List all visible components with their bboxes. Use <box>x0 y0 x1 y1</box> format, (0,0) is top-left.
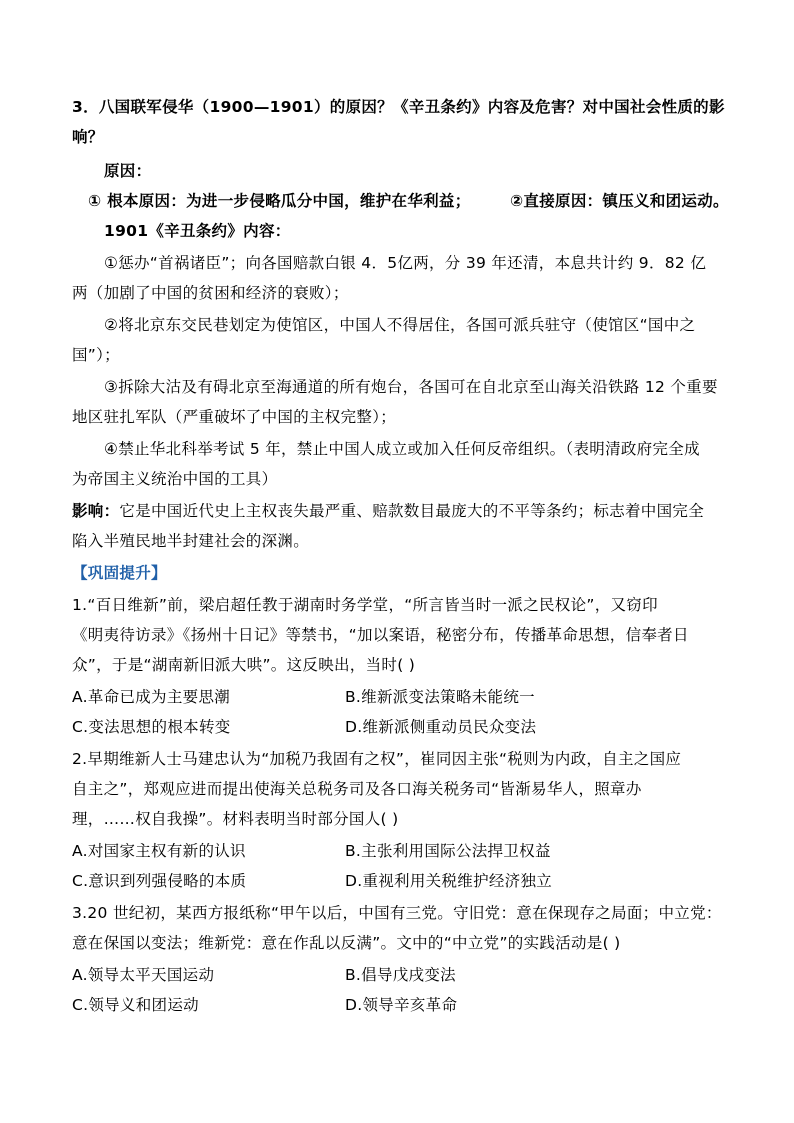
question-2-option-c: C.意识到列强侵略的本质 <box>72 872 247 890</box>
question-1-option-a: A.革命已成为主要思潮 <box>72 688 231 706</box>
section-heading: 【巩固提升】 <box>72 564 167 582</box>
question-3-title-line-1: 3．八国联军侵华（1900—1901）的原因？《辛丑条约》内容及危害？对中国社会性质的影 <box>72 98 725 116</box>
treaty-clause-1-line-1: ①惩办“首祸诸臣”；向各国赔款白银 4．5亿两，分 39 年还清，本息共计约 9．82 亿 <box>104 254 707 272</box>
question-3-option-b: B.倡导戊戌变法 <box>345 966 456 984</box>
treaty-clause-2-line-2: 国”）； <box>72 346 120 364</box>
question-3-option-a: A.领导太平天国运动 <box>72 966 215 984</box>
treaty-clause-2-line-1: ②将北京东交民巷划定为使馆区，中国人不得居住，各国可派兵驻守（使馆区“国中之 <box>104 316 696 334</box>
root-cause-text: ① 根本原因：为进一步侵略瓜分中国，维护在华利益； <box>88 192 471 210</box>
impact-line-1 <box>72 500 704 522</box>
question-3-line-2: 意在保国以变法；维新党：意在作乱以反满”。文中的“中立党”的实践活动是( ) <box>72 934 621 952</box>
question-2-line-3: 理，……权自我操”。材料表明当时部分国人( ) <box>72 810 399 828</box>
direct-cause <box>510 190 729 212</box>
treaty-clause-4-line-2: 为帝国主义统治中国的工具） <box>72 470 278 488</box>
root-cause <box>88 190 471 212</box>
cause-label: 原因： <box>104 162 152 180</box>
treaty-clause-4-line-1: ④禁止华北科举考试 5 年，禁止中国人成立或加入任何反帝组织。（表明清政府完全成 <box>104 440 700 458</box>
question-1-option-c: C.变法思想的根本转变 <box>72 718 231 736</box>
question-3-title-line-2: 响？ <box>72 128 104 146</box>
question-2-line-2: 自主之”，郑观应进而提出使海关总税务司及各口海关税务司“皆渐易华人，照章办 <box>72 780 642 798</box>
question-3-line-1: 3.20 世纪初，某西方报纸称“甲午以后，中国有三党。守旧党：意在保现存之局面；中立党： <box>72 904 722 922</box>
question-1-line-2: 《明夷待访录》《扬州十日记》等禁书，“加以案语，秘密分布，传播革命思想，信奉者日 <box>72 626 689 644</box>
treaty-clause-1-line-2: 两（加剧了中国的贫困和经济的衰败）； <box>72 284 349 302</box>
impact-label: 影响： <box>72 502 120 520</box>
question-3-option-d: D.领导辛亥革命 <box>345 996 458 1014</box>
impact-line-2: 陷入半殖民地半封建社会的深渊。 <box>72 532 310 550</box>
question-2-option-d: D.重视利用关税维护经济独立 <box>345 872 553 890</box>
question-2-option-b: B.主张利用国际公法捍卫权益 <box>345 842 551 860</box>
question-2-option-a: A.对国家主权有新的认识 <box>72 842 246 860</box>
question-2-line-1: 2.早期维新人士马建忠认为“加税乃我固有之权”，崔同因主张“税则为内政，自主之国应 <box>72 750 682 768</box>
treaty-clause-3-line-1: ③拆除大沽及有碍北京至海通道的所有炮台，各国可在自北京至山海关沿铁路 12 个重要 <box>104 378 718 396</box>
question-1-line-1: 1.“百日维新”前，梁启超任教于湖南时务学堂，“所言皆当时一派之民权论”，又窃印 <box>72 596 658 614</box>
treaty-contents-label: 1901《辛丑条约》内容： <box>104 222 291 240</box>
direct-cause-text: ②直接原因：镇压义和团运动。 <box>510 192 729 210</box>
question-1-option-d: D.维新派侧重动员民众变法 <box>345 718 537 736</box>
question-1-option-b: B.维新派变法策略未能统一 <box>345 688 535 706</box>
treaty-clause-3-line-2: 地区驻扎军队（严重破坏了中国的主权完整）； <box>72 408 397 426</box>
impact-text: 它是中国近代史上主权丧失最严重、赔款数目最庞大的不平等条约；标志着中国完全 <box>119 502 705 520</box>
question-3-option-c: C.领导义和团运动 <box>72 996 199 1014</box>
question-1-line-3: 众”，于是“湖南新旧派大哄”。这反映出，当时( ) <box>72 656 416 674</box>
